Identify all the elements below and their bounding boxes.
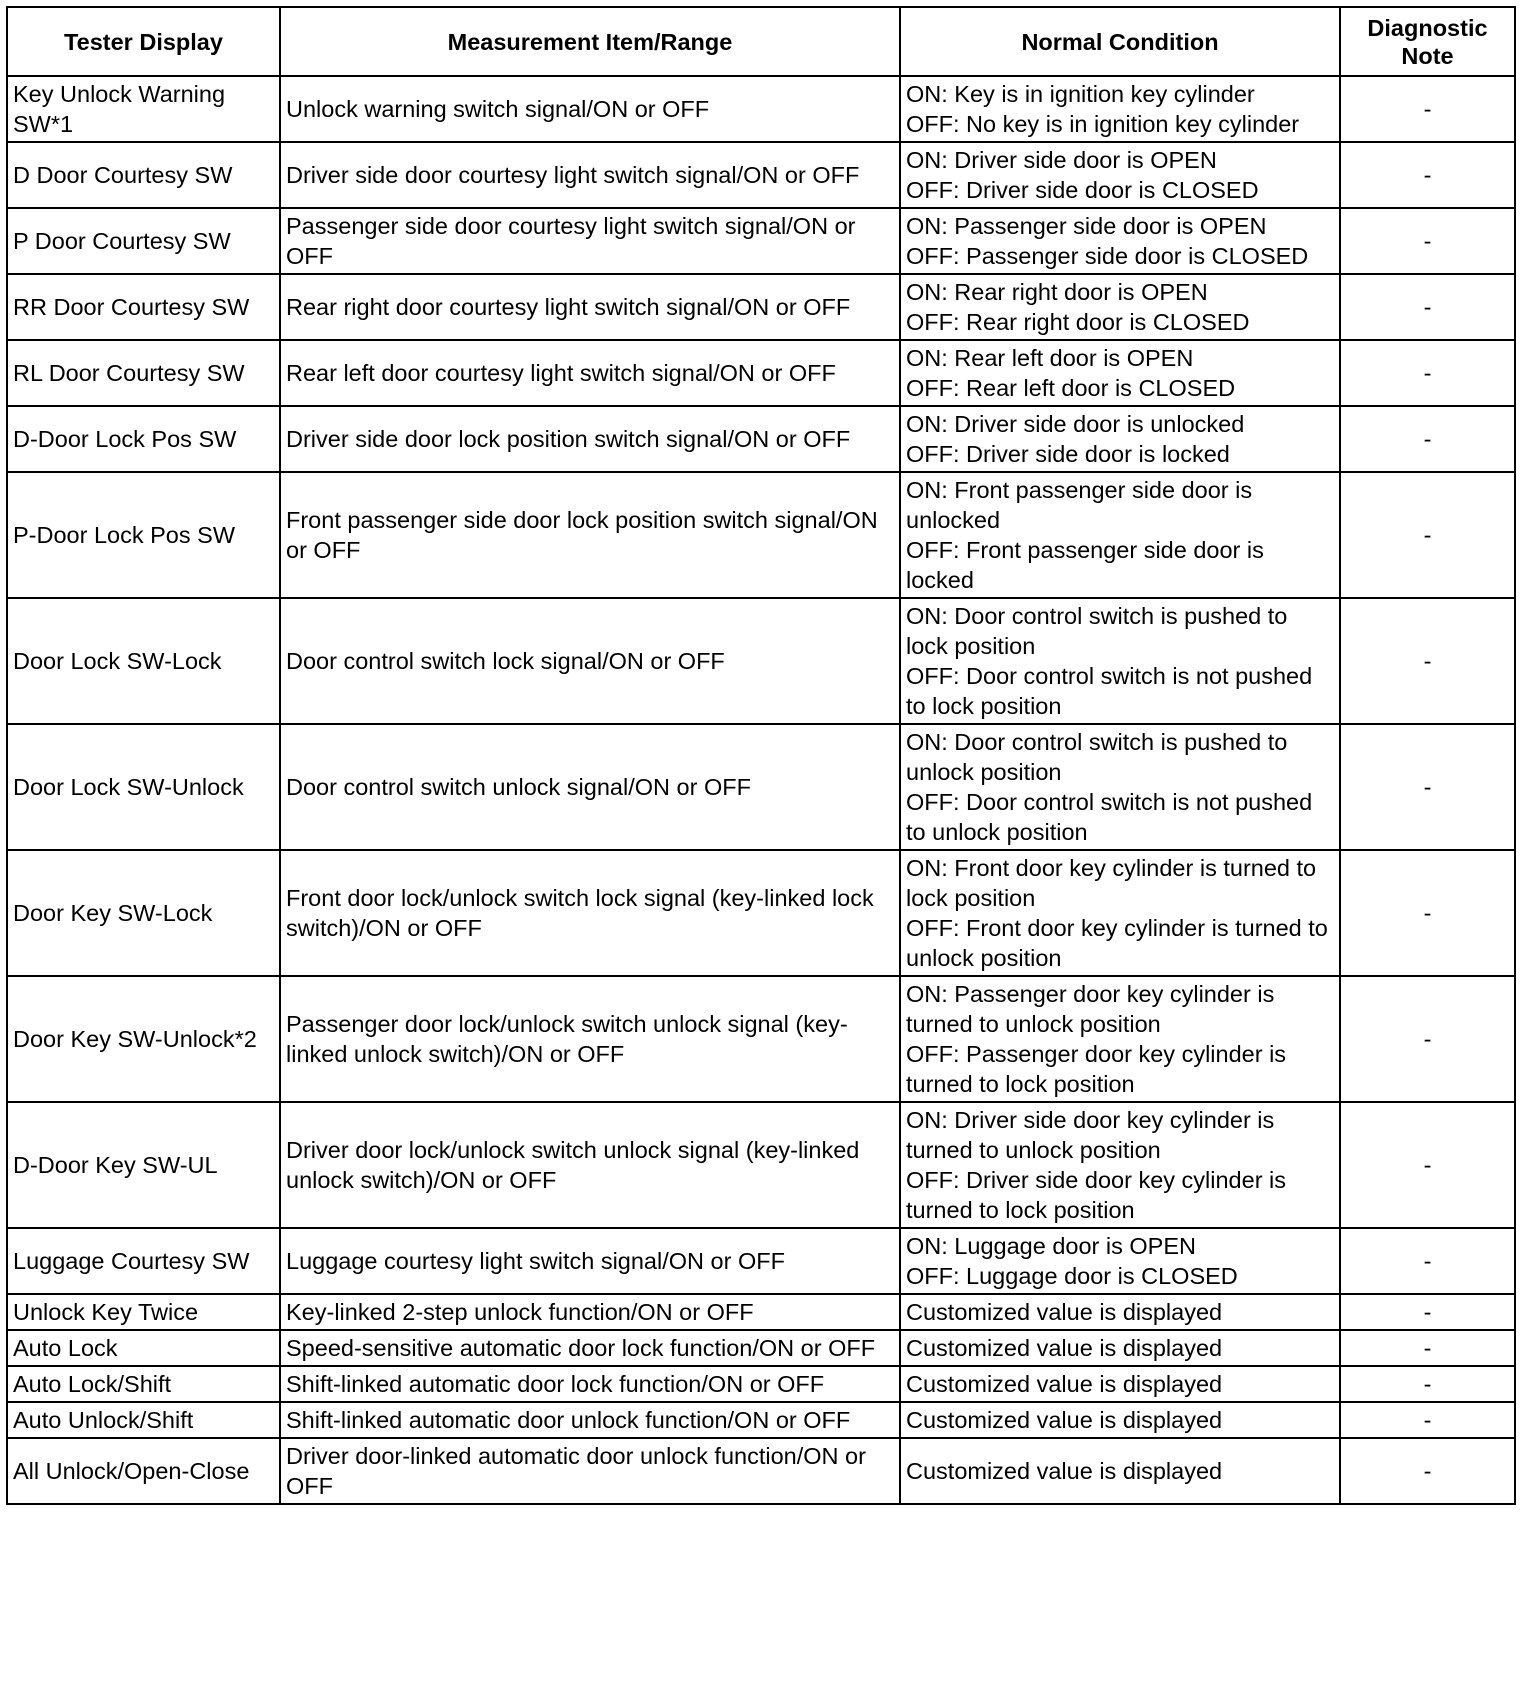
table-row <box>7 976 1515 1102</box>
normal-condition-cell <box>900 274 1340 340</box>
table-row <box>7 1402 1515 1438</box>
measurement-item-cell: Rear right door courtesy light switch signal/ON or OFF <box>280 274 900 340</box>
tester-display-table <box>6 6 1516 1505</box>
table-row <box>7 472 1515 598</box>
tester-display-cell: D-Door Lock Pos SW <box>7 406 280 472</box>
measurement-item-cell: Shift-linked automatic door unlock function/ON or OFF <box>280 1402 900 1438</box>
tester-display-cell: D Door Courtesy SW <box>7 142 280 208</box>
normal-condition-cell <box>900 472 1340 598</box>
normal-condition-cell <box>900 724 1340 850</box>
tester-display-cell: D-Door Key SW-UL <box>7 1102 280 1228</box>
table-row <box>7 598 1515 724</box>
tester-display-cell: Auto Unlock/Shift <box>7 1402 280 1438</box>
table-row <box>7 1102 1515 1228</box>
measurement-item-cell: Shift-linked automatic door lock function/ON or OFF <box>280 1366 900 1402</box>
condition-line: Customized value is displayed <box>906 1299 1223 1325</box>
diagnostic-note-cell: - <box>1340 1102 1515 1228</box>
measurement-item-cell: Front door lock/unlock switch lock signal (key-linked lock switch)/ON or OFF <box>280 850 900 976</box>
normal-condition-cell <box>900 208 1340 274</box>
header-normal-condition: Normal Condition <box>900 7 1340 76</box>
measurement-item-cell: Unlock warning switch signal/ON or OFF <box>280 76 900 142</box>
normal-condition-cell <box>900 1228 1340 1294</box>
normal-condition-cell <box>900 1402 1340 1438</box>
measurement-item-cell: Driver door-linked automatic door unlock function/ON or OFF <box>280 1438 900 1504</box>
condition-line: ON: Key is in ignition key cylinder <box>906 81 1255 107</box>
condition-line: OFF: Rear left door is CLOSED <box>906 375 1236 401</box>
condition-line: Customized value is displayed <box>906 1371 1223 1397</box>
document <box>6 6 1514 1505</box>
condition-line: Customized value is displayed <box>906 1458 1223 1484</box>
table-row <box>7 142 1515 208</box>
header-diagnostic-note: Diagnostic Note <box>1340 7 1515 76</box>
condition-line: OFF: Front door key cylinder is turned to unlock position <box>906 915 1328 971</box>
diagnostic-note-cell: - <box>1340 208 1515 274</box>
condition-line: ON: Rear right door is OPEN <box>906 279 1208 305</box>
condition-line: ON: Luggage door is OPEN <box>906 1233 1196 1259</box>
diagnostic-note-cell: - <box>1340 274 1515 340</box>
condition-line: ON: Door control switch is pushed to lock position <box>906 603 1288 659</box>
measurement-item-cell: Speed-sensitive automatic door lock function/ON or OFF <box>280 1330 900 1366</box>
diagnostic-note-cell: - <box>1340 76 1515 142</box>
condition-line: OFF: Driver side door is locked <box>906 441 1230 467</box>
condition-line: OFF: Driver side door is CLOSED <box>906 177 1259 203</box>
tester-display-cell: All Unlock/Open-Close <box>7 1438 280 1504</box>
tester-display-cell: Key Unlock Warning SW*1 <box>7 76 280 142</box>
table-body <box>7 76 1515 1504</box>
normal-condition-cell <box>900 1330 1340 1366</box>
measurement-item-cell: Door control switch unlock signal/ON or OFF <box>280 724 900 850</box>
condition-line: ON: Door control switch is pushed to unlock position <box>906 729 1288 785</box>
measurement-item-cell: Rear left door courtesy light switch signal/ON or OFF <box>280 340 900 406</box>
condition-line: OFF: No key is in ignition key cylinder <box>906 111 1300 137</box>
normal-condition-cell <box>900 1438 1340 1504</box>
diagnostic-note-cell: - <box>1340 1438 1515 1504</box>
condition-line: OFF: Door control switch is not pushed to lock position <box>906 663 1313 719</box>
diagnostic-note-cell: - <box>1340 1402 1515 1438</box>
diagnostic-note-cell: - <box>1340 1366 1515 1402</box>
measurement-item-cell: Door control switch lock signal/ON or OFF <box>280 598 900 724</box>
condition-line: ON: Passenger door key cylinder is turned to unlock position <box>906 981 1275 1037</box>
normal-condition-cell <box>900 1294 1340 1330</box>
header-tester-display: Tester Display <box>7 7 280 76</box>
tester-display-cell: RL Door Courtesy SW <box>7 340 280 406</box>
condition-line: OFF: Rear right door is CLOSED <box>906 309 1250 335</box>
tester-display-cell: Door Key SW-Unlock*2 <box>7 976 280 1102</box>
condition-line: OFF: Passenger door key cylinder is turned to lock position <box>906 1041 1287 1097</box>
table-row <box>7 340 1515 406</box>
tester-display-cell: P-Door Lock Pos SW <box>7 472 280 598</box>
measurement-item-cell: Front passenger side door lock position switch signal/ON or OFF <box>280 472 900 598</box>
condition-line: Customized value is displayed <box>906 1407 1223 1433</box>
normal-condition-cell <box>900 340 1340 406</box>
tester-display-cell: Door Lock SW-Lock <box>7 598 280 724</box>
table-row <box>7 208 1515 274</box>
tester-display-cell: P Door Courtesy SW <box>7 208 280 274</box>
condition-line: ON: Driver side door is unlocked <box>906 411 1245 437</box>
tester-display-cell: Luggage Courtesy SW <box>7 1228 280 1294</box>
measurement-item-cell: Passenger side door courtesy light switch signal/ON or OFF <box>280 208 900 274</box>
table-row <box>7 1438 1515 1504</box>
diagnostic-note-cell: - <box>1340 142 1515 208</box>
table-row <box>7 724 1515 850</box>
normal-condition-cell <box>900 598 1340 724</box>
tester-display-cell: Auto Lock <box>7 1330 280 1366</box>
condition-line: OFF: Front passenger side door is locked <box>906 537 1264 593</box>
condition-line: ON: Rear left door is OPEN <box>906 345 1194 371</box>
tester-display-cell: RR Door Courtesy SW <box>7 274 280 340</box>
header-measurement-item: Measurement Item/Range <box>280 7 900 76</box>
tester-display-cell: Door Key SW-Lock <box>7 850 280 976</box>
table-row <box>7 1330 1515 1366</box>
diagnostic-note-cell: - <box>1340 976 1515 1102</box>
condition-line: Customized value is displayed <box>906 1335 1223 1361</box>
table-row <box>7 1366 1515 1402</box>
table-row <box>7 1294 1515 1330</box>
diagnostic-note-cell: - <box>1340 1228 1515 1294</box>
condition-line: ON: Front passenger side door is unlocked <box>906 477 1253 533</box>
condition-line: OFF: Driver side door key cylinder is turned to lock position <box>906 1167 1287 1223</box>
normal-condition-cell <box>900 976 1340 1102</box>
measurement-item-cell: Key-linked 2-step unlock function/ON or OFF <box>280 1294 900 1330</box>
measurement-item-cell: Passenger door lock/unlock switch unlock signal (key-linked unlock switch)/ON or OFF <box>280 976 900 1102</box>
normal-condition-cell <box>900 1102 1340 1228</box>
measurement-item-cell: Luggage courtesy light switch signal/ON or OFF <box>280 1228 900 1294</box>
normal-condition-cell <box>900 850 1340 976</box>
diagnostic-note-cell: - <box>1340 598 1515 724</box>
condition-line: OFF: Door control switch is not pushed to unlock position <box>906 789 1313 845</box>
condition-line: OFF: Passenger side door is CLOSED <box>906 243 1309 269</box>
measurement-item-cell: Driver door lock/unlock switch unlock signal (key-linked unlock switch)/ON or OFF <box>280 1102 900 1228</box>
diagnostic-note-cell: - <box>1340 724 1515 850</box>
table-row <box>7 76 1515 142</box>
diagnostic-note-cell: - <box>1340 472 1515 598</box>
table-row <box>7 1228 1515 1294</box>
condition-line: OFF: Luggage door is CLOSED <box>906 1263 1238 1289</box>
tester-display-cell: Door Lock SW-Unlock <box>7 724 280 850</box>
condition-line: ON: Driver side door key cylinder is turned to unlock position <box>906 1107 1275 1163</box>
diagnostic-note-cell: - <box>1340 1330 1515 1366</box>
table-row <box>7 406 1515 472</box>
diagnostic-note-cell: - <box>1340 406 1515 472</box>
tester-display-cell: Auto Lock/Shift <box>7 1366 280 1402</box>
condition-line: ON: Passenger side door is OPEN <box>906 213 1267 239</box>
condition-line: ON: Driver side door is OPEN <box>906 147 1217 173</box>
table-row <box>7 850 1515 976</box>
normal-condition-cell <box>900 142 1340 208</box>
condition-line: ON: Front door key cylinder is turned to lock position <box>906 855 1317 911</box>
measurement-item-cell: Driver side door courtesy light switch signal/ON or OFF <box>280 142 900 208</box>
measurement-item-cell: Driver side door lock position switch signal/ON or OFF <box>280 406 900 472</box>
diagnostic-note-cell: - <box>1340 340 1515 406</box>
header-row <box>7 7 1515 76</box>
tester-display-cell: Unlock Key Twice <box>7 1294 280 1330</box>
normal-condition-cell <box>900 1366 1340 1402</box>
normal-condition-cell <box>900 76 1340 142</box>
diagnostic-note-cell: - <box>1340 850 1515 976</box>
diagnostic-note-cell: - <box>1340 1294 1515 1330</box>
table-row <box>7 274 1515 340</box>
normal-condition-cell <box>900 406 1340 472</box>
